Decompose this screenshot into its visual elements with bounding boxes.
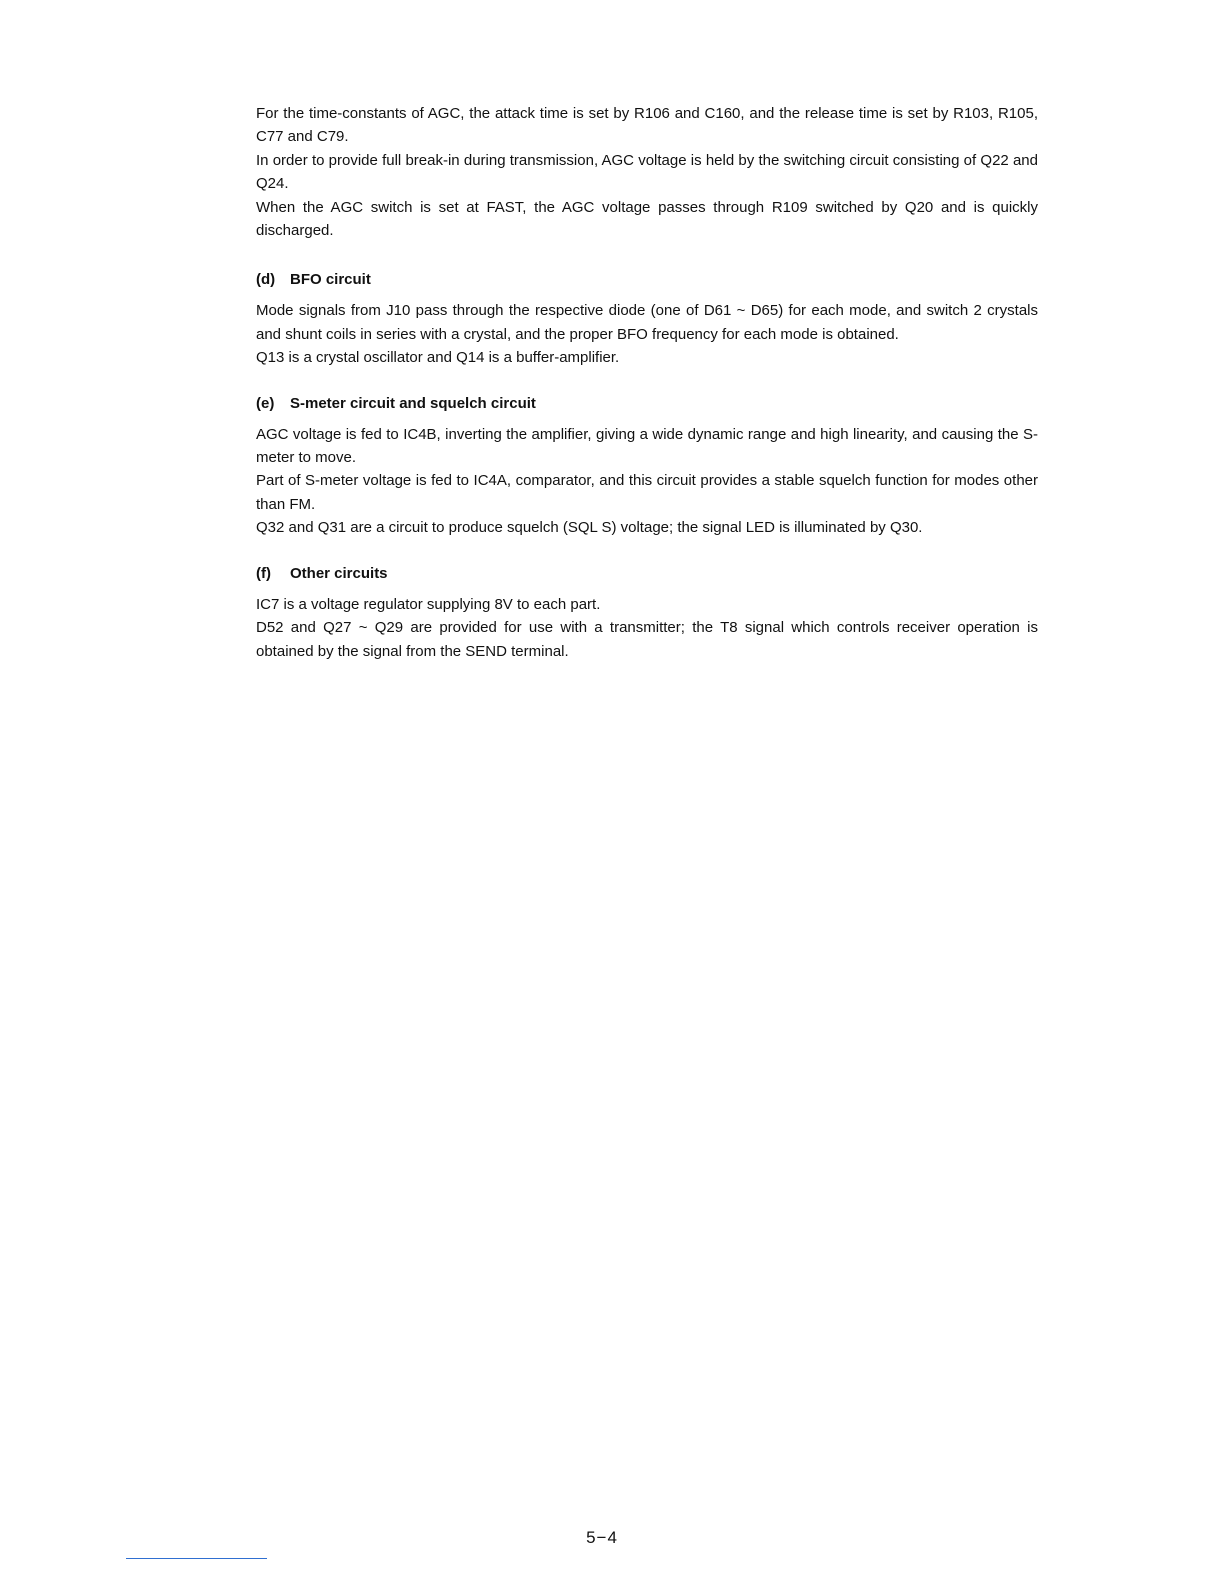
section-title: Other circuits (290, 564, 388, 582)
footer-rule (126, 1558, 267, 1559)
page-number: 5−4 (586, 1528, 618, 1547)
body-paragraph: For the time-constants of AGC, the attack time is set by R106 and C160, and the release time is set by R103, R105, C77 and C79. (256, 105, 1038, 146)
body-paragraph: Q13 is a crystal oscillator and Q14 is a buffer-amplifier. (256, 349, 620, 367)
body-paragraph: D52 and Q27 ~ Q29 are provided for use with a transmitter; the T8 signal which controls receiver operation is obtained by the signal from the SEND terminal. (256, 619, 1038, 660)
body-paragraph: When the AGC switch is set at FAST, the AGC voltage passes through R109 switched by Q20 and is quickly discharged. (256, 198, 1038, 240)
body-paragraph: Part of S-meter voltage is fed to IC4A, comparator, and this circuit provides a stable squelch function for modes other than FM. (256, 472, 1038, 513)
section-title: BFO circuit (290, 271, 371, 289)
section-heading (256, 268, 1038, 291)
section-title: S-meter circuit and squelch circuit (290, 394, 536, 412)
body-paragraph: IC7 is a voltage regulator supplying 8V to each part. (256, 595, 601, 613)
section-bfo-circuit (256, 268, 1038, 369)
section-heading (256, 562, 1038, 585)
body-paragraph: Q32 and Q31 are a circuit to produce squelch (SQL S) voltage; the signal LED is illuminated by Q30. (256, 519, 923, 537)
section-label: (e) (256, 394, 275, 412)
body-paragraph: Mode signals from J10 pass through the respective diode (one of D61 ~ D65) for each mode, and switch 2 crystals and shunt coils in series with a crystal, and the proper BFO frequency for each mode is obtained. (256, 302, 1038, 343)
body-paragraph: AGC voltage is fed to IC4B, inverting the amplifier, giving a wide dynamic range and high linearity, and causing the S-meter to move. (256, 425, 1038, 467)
section-label: (f) (256, 564, 271, 582)
section-other-circuits (256, 562, 1038, 663)
body-paragraph: In order to provide full break-in during transmission, AGC voltage is held by the switching circuit consisting of Q22 and Q24. (256, 151, 1038, 193)
document-body (256, 102, 1038, 663)
section-label: (d) (256, 271, 276, 289)
section-heading (256, 392, 1038, 415)
section-s-meter-squelch (256, 392, 1038, 540)
